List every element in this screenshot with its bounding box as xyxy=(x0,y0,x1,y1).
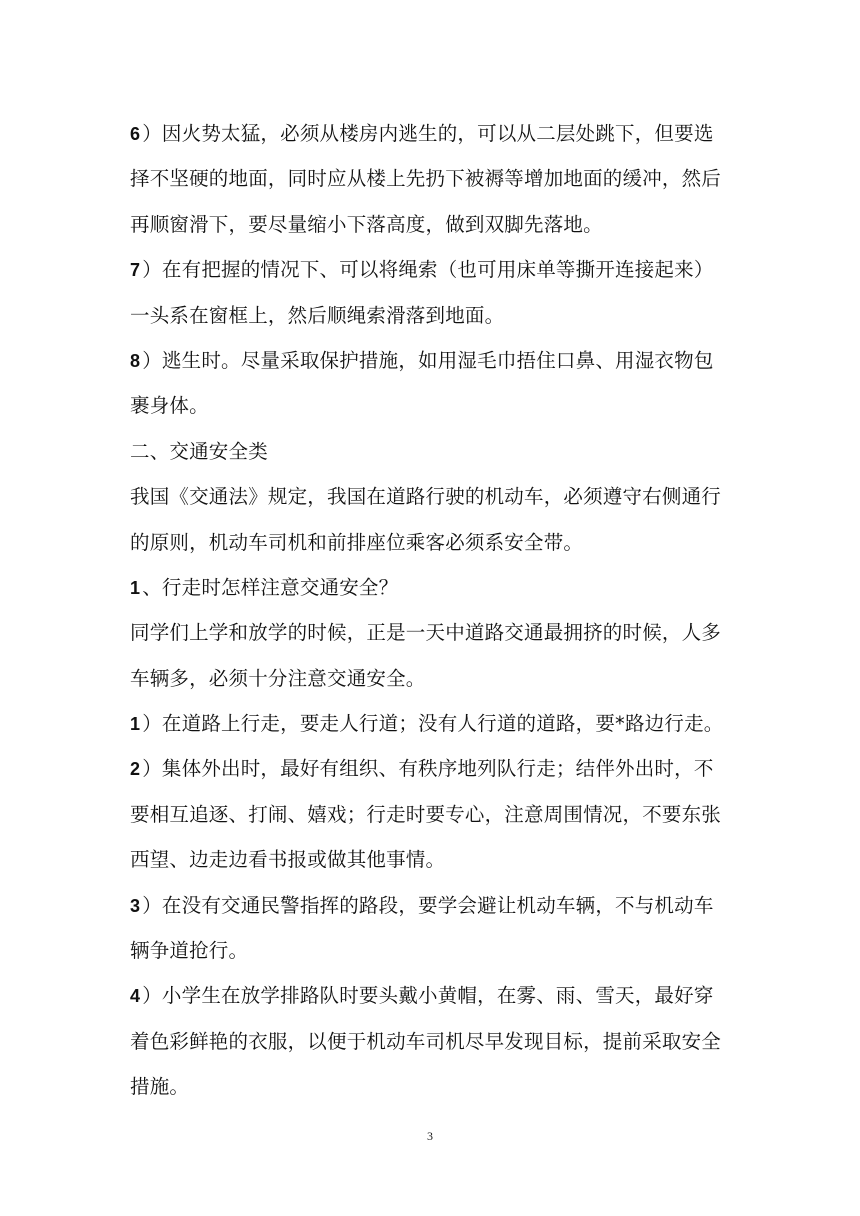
text-line xyxy=(130,610,740,655)
line-text: 一头系在窗框上，然后顺绳索滑落到地面。 xyxy=(130,303,505,327)
item-number: 1 xyxy=(130,714,141,735)
line-text: 着色彩鲜艳的衣服，以便于机动车司机尽早发现目标，提前采取安全 xyxy=(130,1029,722,1053)
document-body xyxy=(130,111,740,1110)
text-line xyxy=(130,202,740,247)
item-number: 2 xyxy=(130,759,141,780)
line-text: ）在有把握的情况下、可以将绳索（也可用床单等撕开连接起来） xyxy=(142,258,714,282)
line-text: 同学们上学和放学的时候，正是一天中道路交通最拥挤的时候，人多 xyxy=(130,621,722,645)
text-line xyxy=(130,293,740,338)
item-number: 4 xyxy=(130,986,141,1007)
line-text: 辆争道抢行。 xyxy=(130,939,249,963)
line-text: 裹身体。 xyxy=(130,394,209,418)
line-text: 措施。 xyxy=(130,1075,190,1099)
subsection-heading xyxy=(130,565,740,610)
item-number: 8 xyxy=(130,350,141,371)
line-text: 西望、边走边看书报或做其他事情。 xyxy=(130,848,446,872)
line-text: ）因火势太猛，必须从楼房内逃生的，可以从二层处跳下，但要选 xyxy=(142,122,714,145)
line-text: 再顺窗滑下，要尽量缩小下落高度，做到双脚先落地。 xyxy=(130,212,603,236)
line-text: ）集体外出时，最好有组织、有秩序地列队行走；结伴外出时，不 xyxy=(142,757,714,781)
line-text: 车辆多，必须十分注意交通安全。 xyxy=(130,666,426,690)
text-line xyxy=(130,383,740,428)
page-number: 3 xyxy=(427,1129,433,1143)
subsection-heading-text: 、行走时怎样注意交通安全？ xyxy=(142,575,399,599)
text-line xyxy=(130,520,740,565)
line-text: ）在没有交通民警指挥的路段，要学会避让机动车辆，不与机动车 xyxy=(142,893,714,917)
text-line xyxy=(130,474,740,519)
text-line xyxy=(130,928,740,973)
text-line xyxy=(130,883,740,928)
line-text: ）小学生在放学排路队时要头戴小黄帽，在雾、雨、雪天，最好穿 xyxy=(142,984,714,1008)
line-text: 择不坚硬的地面，同时应从楼上先扔下被褥等增加地面的缓冲，然后 xyxy=(130,167,722,191)
line-text: 要相互追逐、打闹、嬉戏；行走时要专心，注意周围情况，不要东张 xyxy=(130,802,722,826)
line-text: ）逃生时。尽量采取保护措施，如用湿毛巾捂住口鼻、用湿衣物包 xyxy=(142,348,714,372)
line-text: ）在道路上行走，要走人行道；没有人行道的道路，要*路边行走。 xyxy=(142,712,724,736)
item-number: 6 xyxy=(130,124,141,144)
item-number: 1 xyxy=(130,577,141,598)
text-line xyxy=(130,837,740,882)
text-line xyxy=(130,111,740,156)
text-line xyxy=(130,247,740,292)
text-line xyxy=(130,656,740,701)
line-text: 我国《交通法》规定，我国在道路行驶的机动车，必须遵守右侧通行 xyxy=(130,485,722,509)
line-text: 的原则，机动车司机和前排座位乘客必须系安全带。 xyxy=(130,530,584,554)
section-heading xyxy=(130,429,740,474)
text-line xyxy=(130,156,740,201)
item-number: 3 xyxy=(130,895,141,916)
text-line xyxy=(130,338,740,383)
section-heading-text: 二、交通安全类 xyxy=(130,439,268,463)
text-line xyxy=(130,746,740,791)
text-line xyxy=(130,1019,740,1064)
text-line xyxy=(130,792,740,837)
text-line xyxy=(130,701,740,746)
item-number: 7 xyxy=(130,260,141,281)
text-line xyxy=(130,1064,740,1109)
text-line xyxy=(130,973,740,1018)
